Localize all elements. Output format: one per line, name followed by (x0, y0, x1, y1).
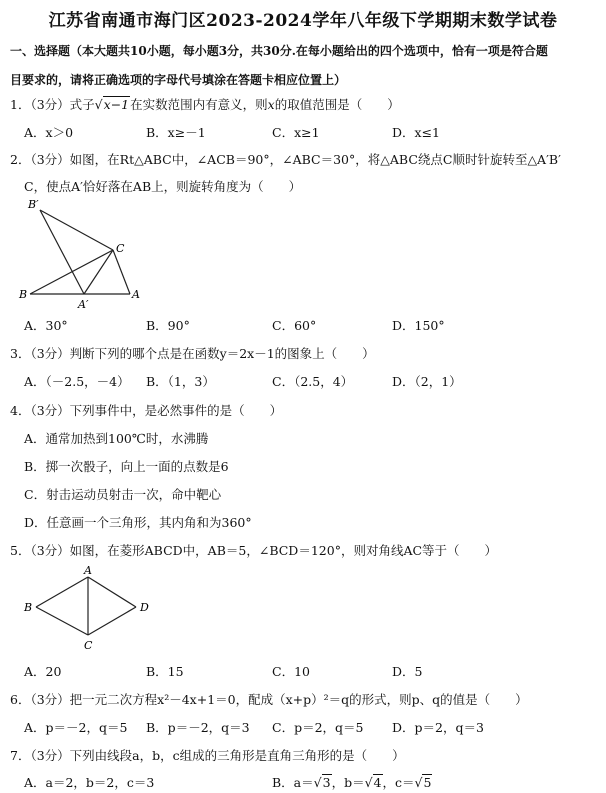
exam-title: 江苏省南通市海门区2023-2024学年八年级下学期期末数学试卷 (48, 11, 558, 31)
q4-option-a[interactable]: A．通常加热到100℃时，水沸腾 (24, 431, 209, 446)
q2-option-c[interactable]: C．60° (272, 318, 317, 333)
q1-radicand: x−1 (103, 97, 130, 112)
q5-segment-c-b (36, 607, 88, 635)
section-heading-line2: 目要求的，请将正确选项的字母代号填涂在答题卡相应位置上） (10, 73, 347, 87)
q1-option-b[interactable]: B．x≥－1 (146, 125, 206, 140)
q2-segment-c-ap (84, 250, 113, 294)
q6-option-c[interactable]: C．p＝2，q＝5 (272, 720, 364, 735)
q6-option-a[interactable]: A．p＝－2，q＝5 (24, 720, 128, 735)
question-5-stem: 5．（3分）如图，在菱形ABCD中，AB＝5，∠BCD＝120°，则对角线AC等于（ ） (10, 543, 498, 558)
q5-label-c: C (84, 639, 93, 652)
q1-option-d[interactable]: D．x≤1 (392, 125, 440, 140)
q4-option-d[interactable]: D．任意画一个三角形，其内角和为360° (24, 515, 252, 530)
question-2-stem-line2: C，使点A′恰好落在AB上，则旋转角度为（ ） (24, 179, 302, 194)
q5-rhombus-figure (20, 563, 160, 653)
q2-label-bprime: B′ (28, 198, 39, 211)
q2-option-b[interactable]: B．90° (146, 318, 190, 333)
q6-option-d[interactable]: D．p＝2，q＝3 (392, 720, 484, 735)
q7-option-b-mid-1: ，b＝ (331, 775, 365, 790)
q2-label-c: C (116, 242, 125, 255)
q1-var: x (267, 97, 275, 112)
section-heading-line1: 一、选择题（本大题共10小题，每小题3分，共30分.在每小题给出的四个选项中，恰有一项是符合题 (10, 44, 548, 58)
q1-option-c[interactable]: C．x≥1 (272, 125, 320, 140)
question-6-stem: 6．（3分）把一元二次方程x²－4x+1＝0，配成（x+p）²＝q的形式，则p、q的值是（ ） (10, 692, 528, 707)
q5-option-a[interactable]: A．20 (24, 664, 62, 679)
question-4-stem: 4．（3分）下列事件中，是必然事件的是（ ） (10, 403, 283, 418)
q2-label-b: B (19, 288, 28, 301)
q2-label-a: A (132, 288, 140, 301)
q7-option-b[interactable]: B．a＝√3，b＝√4，c＝√5 (272, 775, 432, 790)
q7-option-b-pre: B．a＝ (272, 775, 314, 790)
q5-option-d[interactable]: D．5 (392, 664, 423, 679)
question-3-stem: 3．（3分）判断下列的哪个点是在函数y＝2x－1的图象上（ ） (10, 346, 375, 361)
question-2-stem-line1: 2．（3分）如图，在Rt△ABC中，∠ACB＝90°，∠ABC＝30°，将△ABC绕点C顺时针旋转至△A′B′ (10, 152, 561, 167)
q7-option-b-radicand-1: 3 (322, 775, 331, 790)
q5-segment-d-c (88, 607, 136, 635)
q3-option-c[interactable]: C．（2.5，4） (272, 374, 354, 389)
q5-label-a: A (84, 564, 92, 577)
q1-post: 在实数范围内有意义，则 (130, 97, 268, 112)
q4-option-b[interactable]: B．掷一次骰子，向上一面的点数是6 (24, 459, 229, 474)
q2-option-d[interactable]: D．150° (392, 318, 445, 333)
q2-segment-b-c (30, 250, 113, 294)
q5-segment-a-d (88, 577, 136, 607)
q5-label-b: B (24, 601, 33, 614)
q2-label-aprime: A′ (78, 298, 89, 311)
section-heading (10, 37, 598, 95)
q2-triangle-figure (18, 196, 158, 312)
q6-option-b[interactable]: B．p＝－2，q＝3 (146, 720, 250, 735)
q5-option-c[interactable]: C．10 (272, 664, 310, 679)
q7-option-b-mid-2: ，c＝ (382, 775, 415, 790)
q2-option-a[interactable]: A．30° (24, 318, 68, 333)
q1-option-a[interactable]: A．x＞0 (24, 125, 74, 140)
q7-option-b-radicand-2: 4 (373, 775, 382, 790)
q2-segment-c-a (113, 250, 130, 294)
q1-number: 1．（3分） (10, 97, 70, 112)
q3-option-d[interactable]: D．（2，1） (392, 374, 462, 389)
q1-pre: 式子 (69, 97, 95, 112)
question-7-stem: 7．（3分）下列由线段a，b，c组成的三角形是直角三角形的是（ ） (10, 748, 405, 763)
q4-option-c[interactable]: C．射击运动员射击一次，命中靶心 (24, 487, 222, 502)
q5-segment-b-a (36, 577, 88, 607)
q3-option-a[interactable]: A．（－2.5，－4） (24, 374, 130, 389)
q1-post2: 的取值范围是（ ） (274, 97, 400, 112)
q7-option-b-radicand-3: 5 (423, 775, 432, 790)
question-1-stem: 1．（3分）式子√x−1在实数范围内有意义，则x的取值范围是（ ） (10, 97, 400, 112)
q5-option-b[interactable]: B．15 (146, 664, 184, 679)
q7-option-a[interactable]: A．a＝2，b＝2，c＝3 (24, 775, 155, 790)
q5-label-d: D (140, 601, 149, 614)
q3-option-b[interactable]: B．（1，3） (146, 374, 215, 389)
